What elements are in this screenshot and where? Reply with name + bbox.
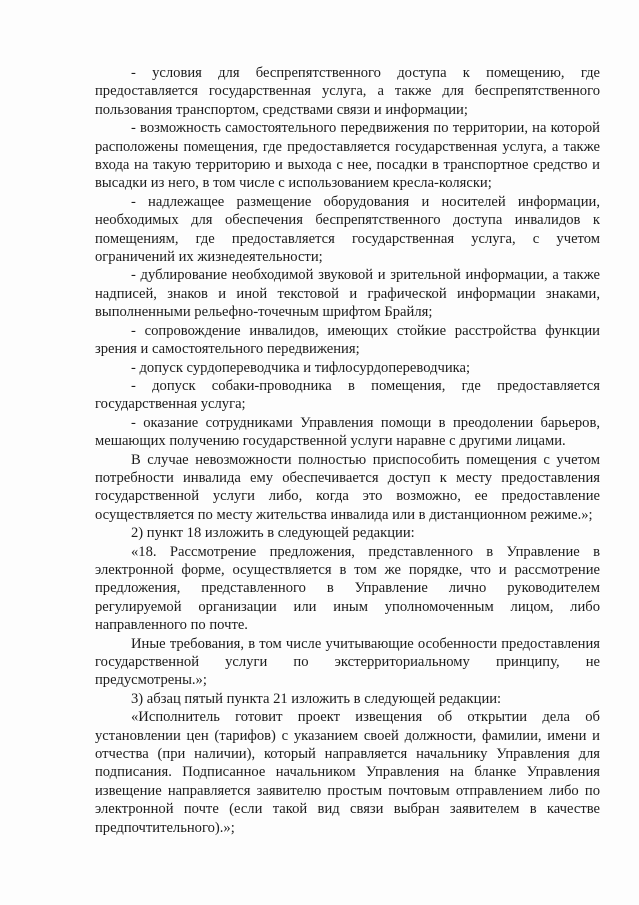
paragraph-information-duplication: - дублирование необходимой звуковой и зрительной информации, а также надписей, знаков и иной текстовой и графической информации знаками, выполненными рельефно-точечным шрифтом Брайля;	[95, 267, 600, 321]
paragraph-independent-movement: - возможность самостоятельного передвижения по территории, на которой расположены помещения, где предоставляется государственная услуга, а также входа на такую территорию и выхода с нее, посадки в транспортное средство и высадки из него, в том числе с использованием кресла-коляски;	[95, 120, 600, 192]
paragraph-staff-assistance: - оказание сотрудниками Управления помощи в преодолении барьеров, мешающих получению государственной услуги наравне с другими лицами.	[95, 414, 600, 450]
paragraph-escort: - сопровождение инвалидов, имеющих стойкие расстройства функции зрения и самостоятельного передвижения;	[95, 322, 600, 358]
document-body	[95, 64, 600, 837]
paragraph-item-2-heading: 2) пункт 18 изложить в следующей редакции:	[131, 525, 415, 542]
paragraph-interpreter-access: - допуск сурдопереводчика и тифлосурдопереводчика;	[131, 359, 471, 376]
paragraph-item-21-text: «Исполнитель готовит проект извещения об открытии дела об установлении цен (тарифов) с указанием своей должности, фамилии, имени и отчества (при наличии), который направляется начальнику Управления для подписания. Подписанное начальником Управления на бланке Управления извещение направляется заявителю простым почтовым отправлением либо по электронной почте (если такой вид связи выбран заявителем в качестве предпочтительного).»;	[95, 709, 600, 836]
paragraph-equipment-placement: - надлежащее размещение оборудования и носителей информации, необходимых для обеспечения беспрепятственного доступа инвалидов к помещениям, где предоставляется государственная услуга, с учетом ограничений их жизнедеятельности;	[95, 193, 600, 266]
paragraph-item-18-text: «18. Рассмотрение предложения, представленного в Управление в электронной форме, осуществляется в том же порядке, что и рассмотрение предложения, представленного в Управление лично руководителем регулируемой организации или иным уполномоченным лицом, либо направленного по почте.	[95, 543, 600, 634]
paragraph-alternative-provision: В случае невозможности полностью приспособить помещения с учетом потребности инвалида ему обеспечивается доступ к месту предоставления государственной услуги либо, когда это возможно, ее предоставление осуществляется по месту жительства инвалида или в дистанционном режиме.»;	[95, 451, 600, 523]
paragraph-other-requirements: Иные требования, в том числе учитывающие особенности предоставления государственной услуги по экстерриториальному принципу, не предусмотрены.»;	[95, 635, 600, 689]
paragraph-access-conditions: - условия для беспрепятственного доступа к помещению, где предоставляется государственная услуга, а также для беспрепятственного пользования транспортом, средствами связи и информации;	[95, 65, 600, 118]
paragraph-guide-dog: - допуск собаки-проводника в помещения, где предоставляется государственная услуга;	[95, 377, 600, 413]
paragraph-item-3-heading: 3) абзац пятый пункта 21 изложить в следующей редакции:	[131, 690, 502, 707]
